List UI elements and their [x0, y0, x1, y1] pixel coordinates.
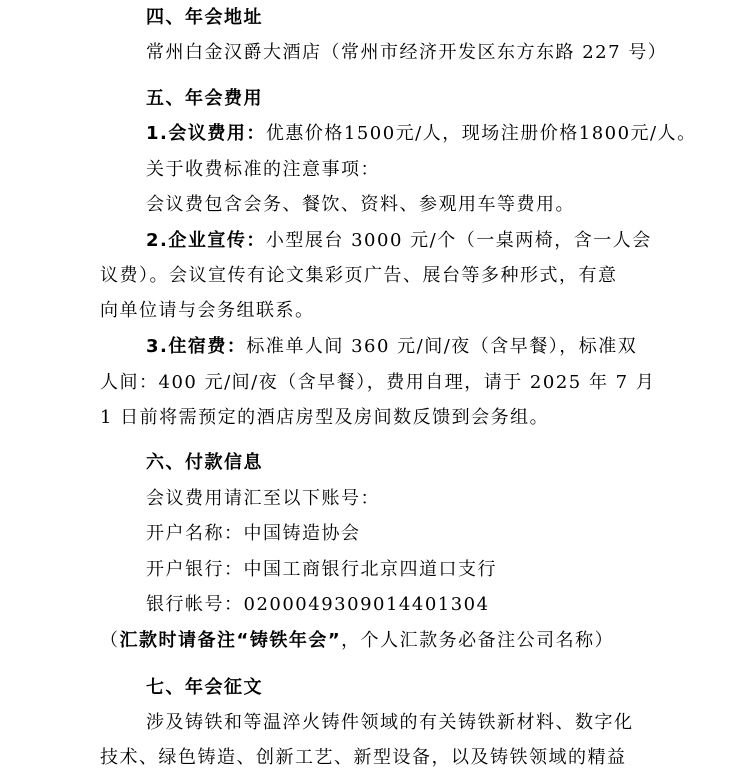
- fee-item-2-line-1: 小型展台 3000 元/个（一桌两椅，含一人会: [265, 230, 652, 251]
- fee-item-3-line-1: 标准单人间 360 元/间/夜（含早餐），标准双: [246, 336, 638, 357]
- fee-item-1: [146, 121, 697, 147]
- fee-notice-text: 会议费包含会务、餐饮、资料、参观用车等费用。: [146, 194, 575, 215]
- call-for-papers-line-2: 技术、绿色铸造、创新工艺、新型设备，以及铸铁领域的精益: [100, 747, 627, 768]
- section-5-heading: 五、年会费用: [146, 88, 263, 109]
- fee-item-3-line-2: 人间：400 元/间/夜（含早餐），费用自理，请于 2025 年 7 月: [100, 372, 656, 393]
- fee-item-2: [146, 228, 652, 254]
- remark-bold: 汇款时请备注“铸铁年会”: [119, 630, 342, 651]
- account-name: 开户名称：中国铸造协会: [146, 523, 361, 544]
- fee-item-2-line-3: 向单位请与会务组联系。: [100, 300, 315, 321]
- fee-item-2-line-2: 议费）。会议宣传有论文集彩页广告、展台等多种形式，有意: [100, 265, 618, 286]
- fee-item-3: [146, 334, 637, 360]
- fee-item-1-text: 优惠价格1500元/人，现场注册价格1800元/人。: [265, 123, 697, 144]
- remark-prefix: （: [100, 630, 120, 651]
- fee-item-3-line-3: 1 日前将需预定的酒店房型及房间数反馈到会务组。: [100, 407, 550, 428]
- fee-item-1-label: 1.会议费用：: [146, 123, 266, 144]
- venue-address: 常州白金汉爵大酒店（常州市经济开发区东方东路 227 号）: [146, 42, 668, 63]
- fee-item-3-label: 3.住宿费：: [146, 336, 247, 357]
- fee-notice: 关于收费标准的注意事项：: [146, 159, 380, 180]
- account-number: 银行帐号：0200049309014401304: [146, 594, 490, 615]
- bank-name: 开户银行：中国工商银行北京四道口支行: [146, 559, 497, 580]
- call-for-papers-line-1: 涉及铸铁和等温淬火铸件领域的有关铸铁新材料、数字化: [146, 712, 634, 733]
- remark-suffix: ，个人汇款务必备注公司名称）: [341, 630, 615, 651]
- section-7-heading: 七、年会征文: [146, 677, 263, 698]
- section-4-heading: 四、年会地址: [146, 7, 263, 28]
- fee-item-2-label: 2.企业宣传：: [146, 230, 266, 251]
- payment-intro: 会议费用请汇至以下账号：: [146, 488, 380, 509]
- payment-remark: [100, 628, 614, 654]
- section-6-heading: 六、付款信息: [146, 452, 263, 473]
